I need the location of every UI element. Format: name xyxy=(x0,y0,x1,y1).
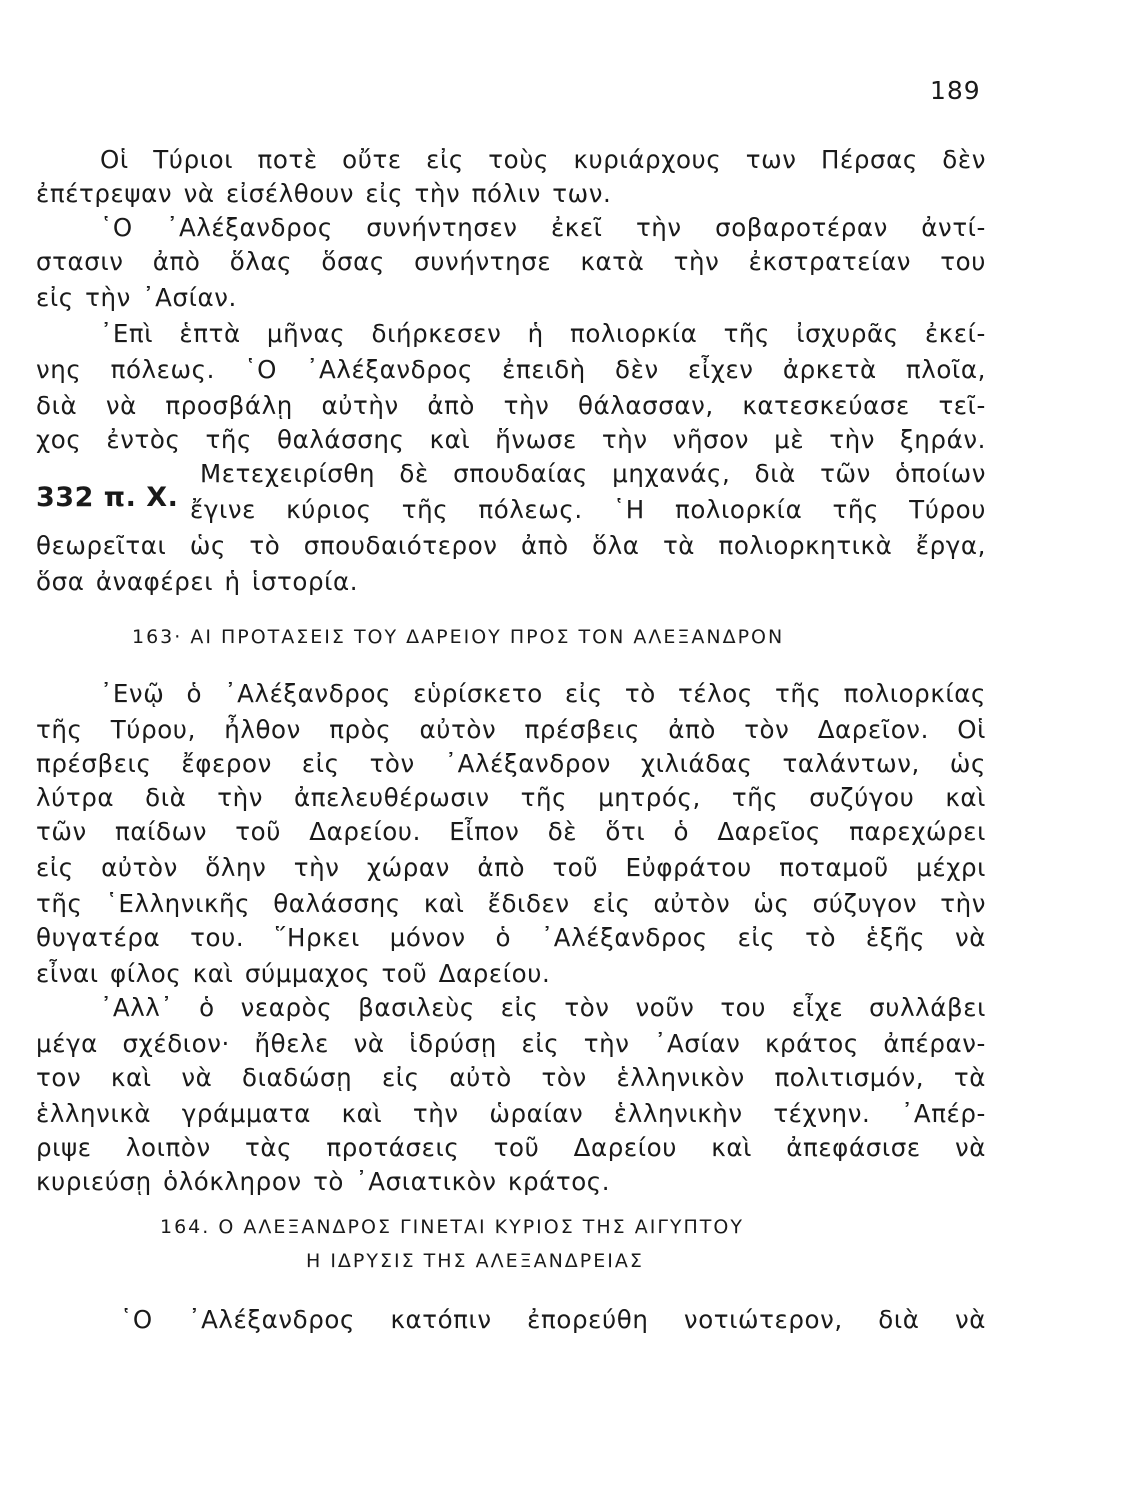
text-line: εἰς τὴν ᾿Ασίαν. xyxy=(36,283,237,312)
text-line: ῾Ο ᾿Αλέξανδρος κατόπιν ἐπορεύθη νοτιώτερον, διὰ νὰ xyxy=(120,1305,986,1334)
text-line: Οἱ Τύριοι ποτὲ οὔτε εἰς τοὺς κυριάρχους των Πέρσας δὲν xyxy=(100,145,986,174)
text-line: Μετεχειρίσθη δὲ σπουδαίας μηχανάς, διὰ τῶν ὁποίων xyxy=(200,459,986,488)
text-line: τον καὶ νὰ διαδώσῃ εἰς αὐτὸ τὸν ἑλληνικὸν πολιτισμόν, τὰ xyxy=(36,1063,986,1092)
text-line: ᾿Αλλ᾿ ὁ νεαρὸς βασιλεὺς εἰς τὸν νοῦν του εἶχε συλλάβει xyxy=(100,993,986,1022)
text-line: πρέσβεις ἔφερον εἰς τὸν ᾿Αλέξανδρον χιλιάδας ταλάντων, ὡς xyxy=(36,749,986,778)
text-line: τῶν παίδων τοῦ Δαρείου. Εἶπον δὲ ὅτι ὁ Δαρεῖος παρεχώρει xyxy=(36,817,986,846)
text-line: ὅσα ἀναφέρει ἡ ἱστορία. xyxy=(36,567,359,596)
section-subheading: Η ΙΔΡΥΣΙΣ ΤΗΣ ΑΛΕΞΑΝΔΡΕΙΑΣ xyxy=(306,1250,644,1272)
text-line: ἐπέτρεψαν νὰ εἰσέλθουν εἰς τὴν πόλιν των. xyxy=(36,179,612,208)
text-line: ᾿Επὶ ἑπτὰ μῆνας διήρκεσεν ἡ πολιορκία τῆς ἰσχυρᾶς ἐκεί- xyxy=(100,319,986,348)
text-line: διὰ νὰ προσβάλῃ αὐτὴν ἀπὸ τὴν θάλασσαν, κατεσκεύασε τεῖ- xyxy=(36,391,986,420)
text-line: χος ἐντὸς τῆς θαλάσσης καὶ ἥνωσε τὴν νῆσον μὲ τὴν ξηράν. xyxy=(36,425,986,454)
text-line: ᾿Ενῷ ὁ ᾿Αλέξανδρος εὑρίσκετο εἰς τὸ τέλος τῆς πολιορκίας xyxy=(100,679,986,708)
text-line: στασιν ἀπὸ ὅλας ὅσας συνήντησε κατὰ τὴν ἐκστρατείαν του xyxy=(36,247,986,276)
text-line: κυριεύσῃ ὁλόκληρον τὸ ᾿Ασιατικὸν κράτος. xyxy=(36,1167,611,1196)
text-line: νης πόλεως. ῾Ο ᾿Αλέξανδρος ἐπειδὴ δὲν εἶχεν ἀρκετὰ πλοῖα, xyxy=(36,355,986,384)
text-line: μέγα σχέδιον· ἤθελε νὰ ἱδρύσῃ εἰς τὴν ᾿Ασίαν κράτος ἀπέραν- xyxy=(36,1029,986,1058)
text-line: εἰς αὐτὸν ὅλην τὴν χώραν ἀπὸ τοῦ Εὐφράτου ποταμοῦ μέχρι xyxy=(36,853,986,882)
text-line: ἑλληνικὰ γράμματα καὶ τὴν ὡραίαν ἑλληνικὴν τέχνην. ᾿Απέρ- xyxy=(36,1099,986,1128)
text-line: τῆς ῾Ελληνικῆς θαλάσσης καὶ ἔδιδεν εἰς αὐτὸν ὡς σύζυγον τὴν xyxy=(36,889,986,918)
text-line: θυγατέρα του. ῞Ηρκει μόνον ὁ ᾿Αλέξανδρος εἰς τὸ ἑξῆς νὰ xyxy=(36,923,986,952)
section-heading: 164. Ο ΑΛΕΞΑΝΔΡΟΣ ΓΙΝΕΤΑΙ ΚΥΡΙΟΣ ΤΗΣ ΑΙΓΥΠΤΟΥ xyxy=(160,1216,744,1238)
margin-date-note: 332 π. Χ. xyxy=(36,482,179,513)
section-heading: 163· ΑΙ ΠΡΟΤΑΣΕΙΣ ΤΟΥ ΔΑΡΕΙΟΥ ΠΡΟΣ ΤΟΝ ΑΛΕΞΑΝΔΡΟΝ xyxy=(132,626,785,648)
text-line: ριψε λοιπὸν τὰς προτάσεις τοῦ Δαρείου καὶ ἀπεφάσισε νὰ xyxy=(36,1133,986,1162)
text-line: τῆς Τύρου, ἦλθον πρὸς αὐτὸν πρέσβεις ἀπὸ τὸν Δαρεῖον. Οἱ xyxy=(36,715,986,744)
text-line: θεωρεῖται ὡς τὸ σπουδαιότερον ἀπὸ ὅλα τὰ πολιορκητικὰ ἔργα, xyxy=(36,531,986,560)
text-line: ῾Ο ᾿Αλέξανδρος συνήντησεν ἐκεῖ τὴν σοβαροτέραν ἀντί- xyxy=(100,213,986,242)
text-line: ἔγινε κύριος τῆς πόλεως. ῾Η πολιορκία τῆς Τύρου xyxy=(190,495,986,524)
text-line: λύτρα διὰ τὴν ἀπελευθέρωσιν τῆς μητρός, τῆς συζύγου καὶ xyxy=(36,783,986,812)
page-number: 189 xyxy=(930,76,981,105)
text-line: εἶναι φίλος καὶ σύμμαχος τοῦ Δαρείου. xyxy=(36,959,551,988)
